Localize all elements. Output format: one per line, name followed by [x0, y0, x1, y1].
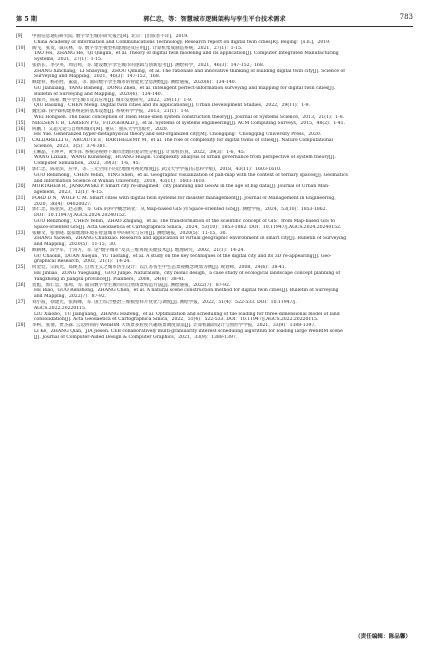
reference-line: GUO Renzhong，CHEN Yebin，ZHAO Zhigang，et al. The transformation of the scientific concept of GIS：from Map-based GIS to — [34, 219, 336, 224]
reference-line: HE Yue. Generalized hyper-metaphysical theory and self-organized city[M]. Chongqing：Chongqing University Press，2020. — [34, 132, 322, 138]
reference-number: [18] — [16, 149, 26, 155]
reference-line: and Mapping，2020(5)：11-15，30. — [34, 242, 117, 248]
reference-line: QIU Baoxing，CHEN Meng. Digital twin cities and its applications[J]. Urban Development Studies，2022，29(11)：1-9. — [34, 103, 311, 109]
reference-number: [24] — [16, 247, 26, 253]
reference-line: 李柯，张倩，贾杰森. 云边协同的 WebBIM 大场景多粒度兴趣场景调度算法[J]. 计算机辅助设计与图形学学报，2021，33(9)：1388-1397. — [32, 323, 316, 329]
reference-entry — [16, 265, 413, 282]
reference-line: MORTAHEB R，JANKOWSKI P. Smart city re-imagined：city planning and GeoAI in the age of big data[J]. Journal of Urban Man- — [32, 184, 330, 190]
reference-line: LI Ke，ZHANG Qian，JIA Jiesen. CEB collaboratively multi-granularity interest scheduling algorithm for loading large WebBIM scene — [34, 328, 343, 334]
reference-line: 郭仁忠，陈业滨，应申，等. 三元空间下的泛地图可视化维度[J]. 武汉大学学报(信息科学版)，2018，43(11)：1603-1610. — [32, 166, 282, 172]
reference-line: HE Jinliao，ZONG Yueguang，GUO Junjie. Naturalism，city bionic design，a case study of ecological landscape concept planning of — [34, 271, 341, 277]
reference-number: [15] — [16, 120, 26, 126]
reference-number: [17] — [16, 138, 26, 144]
reference-line: FORD D N，WOLF C M. Smart cities with digital twin systems for disaster management[J]. Journal of Management in Engineering， — [32, 195, 339, 201]
reference-line: 张耀文，张春晓. 虚拟地理环境在智慧城市中的研究与应用[J]. 测绘通报，2020(5)：11-15，30. — [32, 230, 228, 236]
reference-entry — [16, 46, 413, 63]
reference-line: 仇保兴，陈蒙. 数字孪生城市及其应用[J]. 城市发展研究，2022，29(11)：1-9. — [32, 97, 193, 103]
reference-line: Surveying and Mapping，2021，46(3)：147-152，168. — [34, 74, 161, 80]
reference-entry — [16, 300, 413, 323]
reference-number: [28] — [16, 323, 26, 329]
reference-number: [23] — [16, 230, 26, 236]
reference-line: Yangzhong in Jiangsu province[J]. Planners，2008，24(6)：38-41. — [34, 276, 186, 282]
reference-entry — [16, 138, 413, 150]
reference-entry — [16, 98, 413, 110]
reference-line: China Academy of Information and Communications Technology. Research report on digital twin cities[R]. Beijing：[s.n.]，2019. — [34, 39, 331, 45]
reference-line: TAO Fei，ZHANG He，QI Qinglin，et al. Theory of digital twin modeling and its application[J]. Computer Integrated Manufacturing — [34, 51, 339, 57]
reference-line: agement，2023，12(1)：4-15. — [34, 190, 104, 196]
reference-line: 顾建祥，杨必胜，董震，等. 面向数字孪生城市的智能化全息测绘[J]. 测绘通报，2020(6)：134-140. — [32, 80, 237, 86]
reference-line: 顾朝林，段学军，于涛方，等. 论"数字城市"及其三维再现关键技术[J]. 地理研究，2002，21(1)：14-24. — [32, 247, 245, 253]
reference-entry — [16, 323, 413, 340]
reference-entry — [16, 109, 413, 121]
reference-line: graphical Research，2002，21(1)：14-24. — [34, 259, 131, 265]
reference-line: 张新长，李少英，周启鸣，等. 建设数字孪生城市的逻辑与创新思考[J]. 测绘科学，2021，46(3)：147-152，168. — [32, 62, 265, 68]
reference-line: LIU Xiaobo，TU Jianguang，ZHANG Haifeng，et al. Optimization and scheduling of tile loading for three-dimensional model of land — [34, 311, 340, 317]
reference-line: and Mapping，2022(7)：87-92. — [34, 294, 107, 300]
reference-line: Computer Simulation，2022，39(3)：1-6，45. — [34, 161, 140, 167]
reference-entry — [16, 283, 413, 300]
reference-line: 王琳晶，王坤声，黄华泽. 系统论视野下城市治理的复杂性分析[J]. 计算机仿真，2022，39(3)：1-6，45. — [32, 149, 246, 155]
reference-number: [12] — [16, 80, 26, 86]
reference-entry — [16, 196, 413, 208]
reference-line: GU Jianxiang，YANG Bisheng，DONG Zhen，et al. Intelligent perfect-information surveying and mapping for digital twin cities[J]. — [34, 86, 336, 92]
reference-line: NIELSEN C B，LARSEN P G，FITZGERALD J，et al. Systems of systems engineering[J]. ACM Computing Surveys，2015，48(2)：1-41. — [32, 120, 345, 126]
reference-entry — [16, 127, 413, 139]
reference-line: CALDARELLI G，ARCAUTE E，BARTHELEMY M，et al. The role of complexity for digital twins of cities[J]. Nature Computational — [32, 138, 334, 144]
issue-label: 第 5 期 — [16, 16, 37, 23]
reference-line: 中国信息通信研究院. 数字孪生城市研究报告[R]. 北京：[出版者不详]，2019. — [32, 34, 189, 39]
reference-number: [25] — [16, 265, 26, 271]
reference-number: [11] — [16, 62, 26, 68]
reference-number: [20] — [16, 184, 26, 190]
reference-line: GU Chaolin，DUAN Xuejun，YU Taofang，et al. A study on the key techniques of the digital city and its 3D re-appearing[J]. Geo- — [34, 253, 332, 259]
reference-line: consolidation[J]. Acta Geodaetica et Cartographica Sinica，2022，51(4)：522-533. DOI：10.11947/j.AGCS.2022.20220115. — [34, 317, 319, 323]
editor-credit: （责任编辑：陈品馨） — [355, 634, 411, 640]
reference-line: 魏宏森. 钱学森构建系统论的基本设想[J]. 系统科学学报，2013，21(1)：1-8. — [32, 109, 190, 115]
reference-line: 何鹏. 广义超元论与自组织城市[M]. 重庆：重庆大学出版社，2020. — [32, 126, 169, 132]
page-number: 783 — [399, 13, 413, 21]
reference-line: 贺彪，郭仁忠，张珣，等. 面向数字孪生城市的自然场景构造方法[J]. 测绘通报，2022(7)：87-92. — [32, 282, 231, 288]
reference-entry — [16, 184, 413, 196]
reference-line: Science，2023，3(5)：374-381. — [34, 143, 107, 149]
reference-entry — [16, 80, 413, 97]
reference-entry — [16, 248, 413, 265]
reference-line: HE Biao，GUO Renzhong，ZHANG Chen，et al. A natural scene construction method for digital twin cities[J]. Bulletin of Surveying — [34, 288, 339, 294]
reference-number: [13] — [16, 97, 26, 103]
reference-number: [10] — [16, 45, 26, 51]
reference-number: [9] — [16, 34, 23, 39]
reference-line: ZHANG Xinchang，LI Shaoying，ZHOU Qiming，et al. The rationale and innovative thinking of building digital twin city[J]. Science of — [34, 68, 345, 74]
reference-line: and Information Science of Wuhan University，2018，43(11)：1603-1610. — [34, 178, 206, 184]
reference-line: Space-oriented GIS[J]. Acta Geodaetica et Cartographica Sinica，2024，53(10)：1853-1862. DOI：10.11947/j.AGCS.2024.20240152. — [34, 224, 342, 230]
reference-line: WEI Hongsen. The basic conception of Tsien Hsue-shen system construction theory[J]. Journal of Systems Science，2013，21(1)：1-8. — [34, 114, 345, 120]
reference-number: [19] — [16, 166, 26, 172]
reference-line: 陶飞，张贺，戚庆林，等. 数字孪生模型构建理论及应用[J]. 计算机集成制造系统，2021，27(1)：1-15. — [32, 45, 243, 51]
reference-line: GUO Renzhong，CHEN Yebin，YING Shen，et al. Geographic visualization of pan-map with the context of ternary spaces[J]. Geomatics — [34, 172, 348, 178]
reference-entry — [16, 231, 413, 248]
reference-line: 2020，36(4)：04020027. — [34, 201, 92, 207]
reference-line: Bulletin of Surveying and Mapping，2020(6)：134-140. — [34, 91, 163, 97]
running-title: 郭仁忠，等：智慧城市逻辑架构与孪生平台技术需求 — [143, 16, 286, 23]
page-header — [16, 12, 413, 27]
reference-entry — [16, 34, 413, 46]
reference-list — [16, 34, 413, 340]
reference-line: DOI：10.11947/j.AGCS.2024.20240152. — [34, 213, 127, 219]
reference-entry — [16, 150, 413, 167]
reference-number: [14] — [16, 109, 26, 115]
reference-entry — [16, 207, 413, 230]
reference-line: ZHANG Yaowen，ZHANG Chunxiao. Research and application of virtual geographic environment in smart city[J]. Bulletin of Surveying — [34, 236, 347, 242]
reference-entry — [16, 63, 413, 80]
reference-number: [26] — [16, 282, 26, 288]
reference-line: Systems，2021，27(1)：1-15. — [34, 57, 103, 63]
reference-line: WANG Lixuan，WANG Kunsheng，HUANG Huajin. Complexity analysis of urban governance from perspective of system theory[J]. — [34, 155, 336, 161]
reference-number: [16] — [16, 126, 26, 132]
reference-line: [J]. Journal of Computer-Aided Design & Computer Graphics，2021，33(9)：1388-1397. — [34, 334, 238, 340]
reference-line: 郭仁忠，陈业滨，赵志刚，等. GIS 的科学概念转化：从 Map-based GIS 到 Space-oriented GIS[J]. 测绘学报，2024，53(10)：1853-1862. — [32, 207, 327, 213]
reference-entry — [16, 167, 413, 184]
reference-line: 刘小波，徐建光，张海峰，等. 国土综合整治三维模型样片优化与调度[J]. 测绘学报，2022，51(4)：522-533. DOI：10.11947/j. — [32, 299, 297, 305]
reference-number: [27] — [16, 299, 26, 305]
reference-line: 何金廷，宗跃光，郑俊杰. 自然主义之城市仿生设计：以江苏仿生中生态景观概念规划为例[J]. 规划师，2008，24(6)：38-41. — [32, 265, 287, 271]
reference-number: [21] — [16, 195, 26, 201]
reference-number: [22] — [16, 207, 26, 213]
reference-line: AGCS.2022.20220115. — [34, 305, 87, 311]
